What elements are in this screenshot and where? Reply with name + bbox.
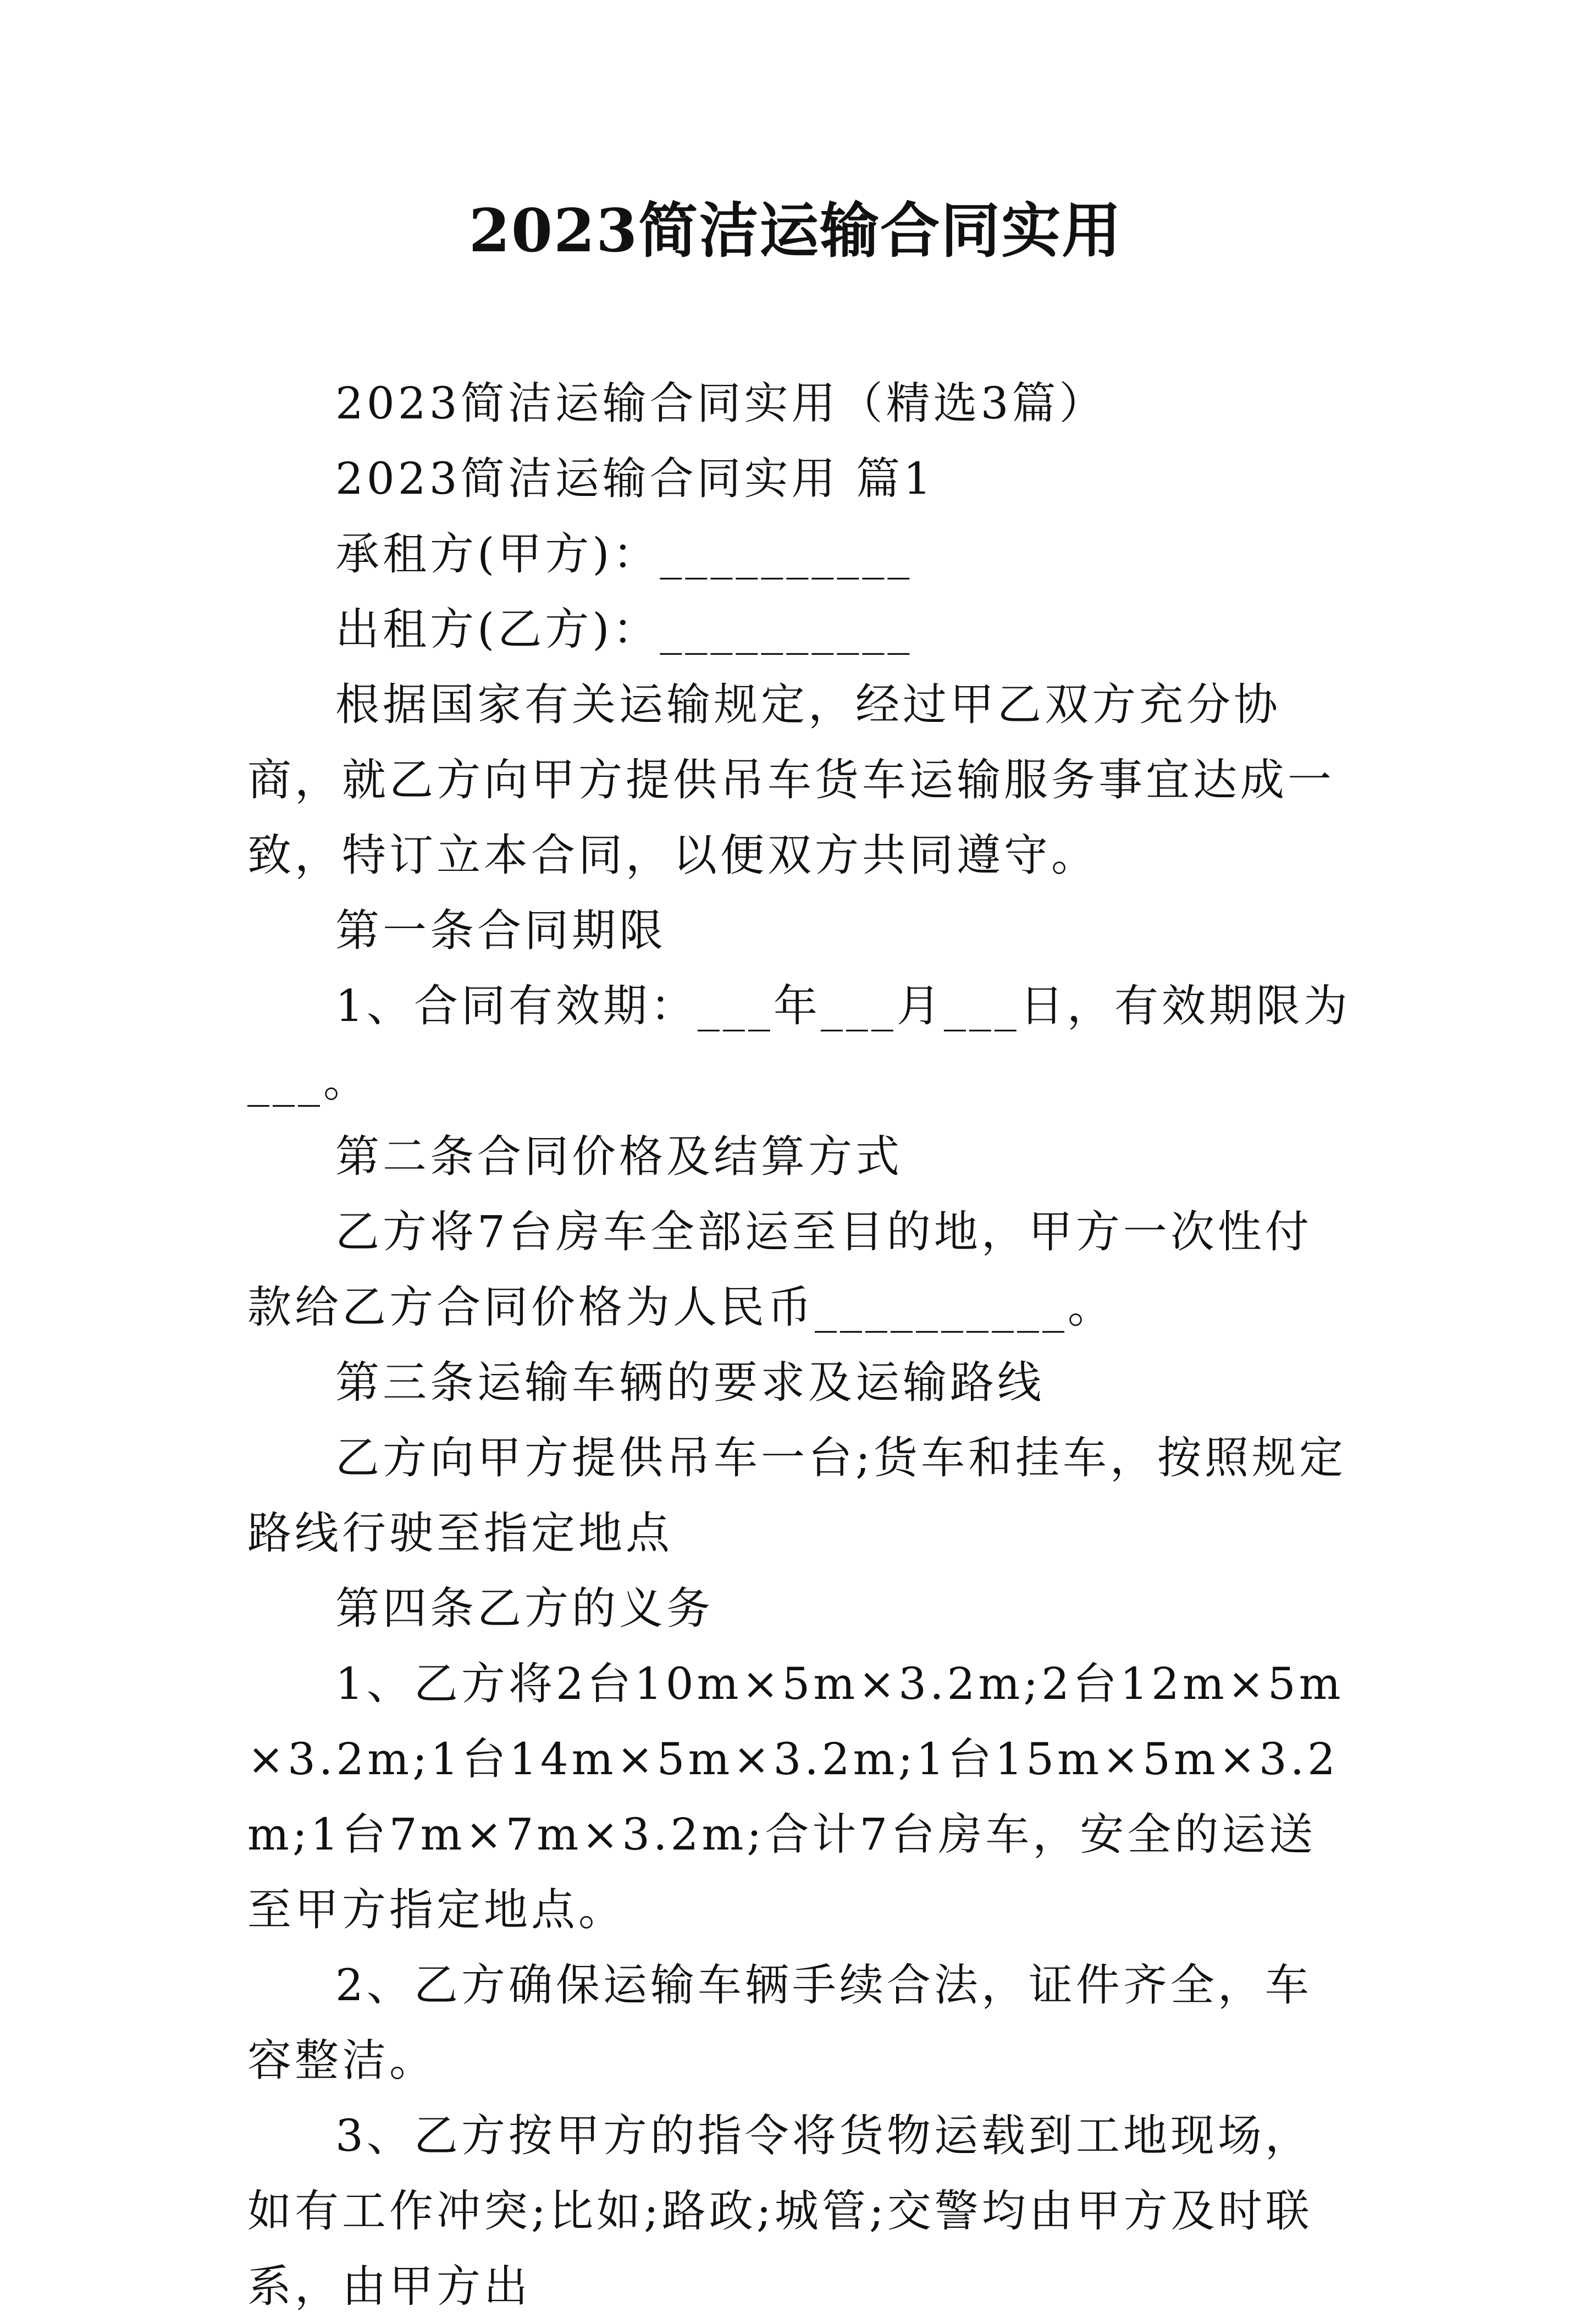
document-title: 2023简洁运输合同实用 [468,196,1123,266]
paragraph-article-2-heading: 第二条合同价格及结算方式 [335,1131,903,1182]
paragraph-article-4-item-1: 1、乙方将2台10m×5m×3.2m;2台12m×5m×3.2m;1台14m×5m×3.2m;1台15m×5m×3.2m;1台7m×7m×3.2m;合计7台房车，安全的运送至甲方指定地点。 [247,1658,1344,1935]
paragraph-subtitle: 2023简洁运输合同实用（精选3篇） [335,378,1107,429]
paragraph-article-4-item-2: 2、乙方确保运输车辆手续合法，证件齐全，车容整洁。 [247,1959,1312,2086]
paragraph-article-2-body: 乙方将7台房车全部运至目的地，甲方一次性付款给乙方合同价格为人民币__________。 [247,1206,1312,1333]
paragraph-party-b: 出租方(乙方)：__________ [335,604,913,655]
paragraph-article-1-item-1: 1、合同有效期：___年___月___日，有效期限为___。 [247,980,1351,1107]
paragraph-preamble: 根据国家有关运输规定，经过甲乙双方充分协商，就乙方向甲方提供吊车货车运输服务事宜达成一致，特订立本合同，以便双方共同遵守。 [247,679,1335,881]
paragraph-article-4-item-3: 3、乙方按甲方的指令将货物运载到工地现场，如有工作冲突;比如;路政;城管;交警均由甲方及时联系，由甲方出 [247,2110,1313,2312]
paragraph-article-4-heading: 第四条乙方的义务 [335,1583,714,1634]
document-body [247,366,1352,2324]
paragraph-section-heading: 2023简洁运输合同实用 篇1 [335,453,935,504]
paragraph-article-1-heading: 第一条合同期限 [335,905,666,956]
paragraph-article-3-body: 乙方向甲方提供吊车一台;货车和挂车，按照规定路线行驶至指定地点 [247,1432,1346,1559]
paragraph-article-3-heading: 第三条运输车辆的要求及运输路线 [335,1357,1045,1408]
paragraph-party-a: 承租方(甲方)：__________ [335,528,913,579]
